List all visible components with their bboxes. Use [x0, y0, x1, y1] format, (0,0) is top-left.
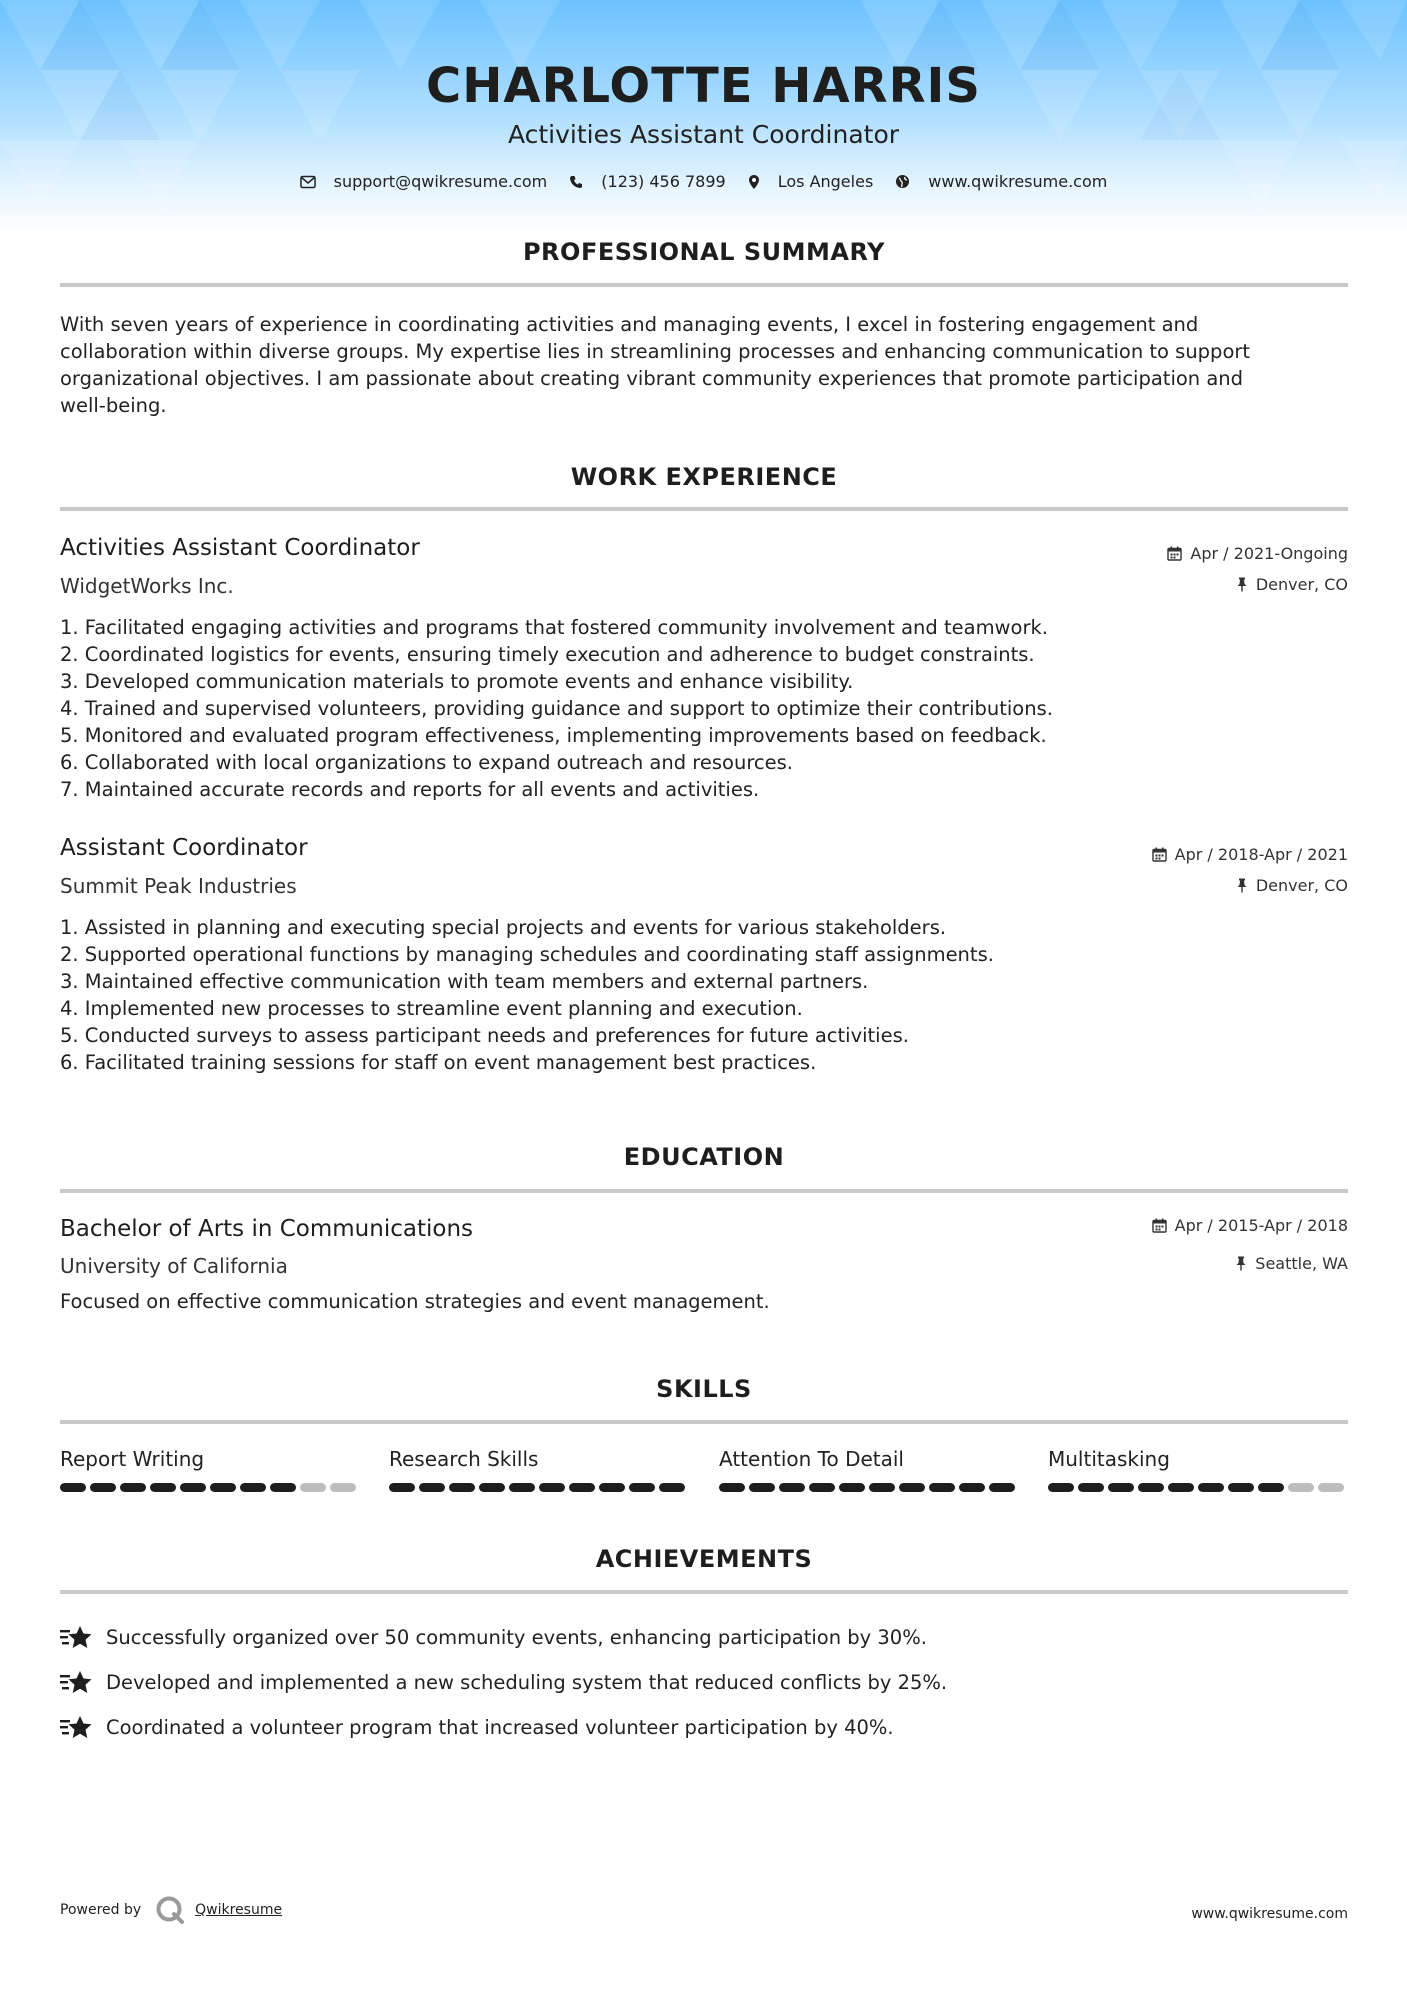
qwikresume-logo-icon [155, 1895, 185, 1925]
skill-segment-filled [599, 1483, 625, 1492]
skill-segment-empty [1288, 1483, 1314, 1492]
pushpin-icon [1236, 577, 1248, 592]
skill-segment-filled [1168, 1483, 1194, 1492]
skill-segment-filled [1048, 1483, 1074, 1492]
achievement-item [60, 1615, 1340, 1660]
list-item: 3. Developed communication materials to promote events and enhance visibility. [60, 670, 854, 693]
brand-link[interactable]: Qwikresume [195, 1902, 283, 1918]
skill-segment-filled [779, 1483, 805, 1492]
job-company: WidgetWorks Inc. [60, 574, 234, 598]
section-title-summary: PROFESSIONAL SUMMARY [522, 238, 886, 266]
skill-item [1048, 1447, 1348, 1492]
header-background [0, 0, 1407, 235]
skill-segment-filled [240, 1483, 266, 1492]
star-icon [60, 1715, 94, 1741]
summary-line: collaboration within diverse groups. My expertise lies in streamlining processes and enhancing communication to support [60, 340, 1251, 363]
job-title: Assistant Coordinator [60, 835, 308, 861]
summary-text [60, 311, 1348, 419]
list-item: 4. Implemented new processes to streamline event planning and execution. [60, 997, 803, 1020]
skill-segment-filled [180, 1483, 206, 1492]
list-item: 1. Facilitated engaging activities and programs that fostered community involvement and teamwork. [60, 616, 1048, 639]
achievement-item [60, 1705, 1340, 1750]
star-icon [60, 1670, 94, 1696]
section-divider [60, 507, 1348, 511]
skill-segment-filled [539, 1483, 565, 1492]
contact-bar [0, 172, 1407, 191]
job-location-text: Denver, CO [1255, 575, 1348, 594]
skill-segment-filled [449, 1483, 475, 1492]
list-item: 3. Maintained effective communication with team members and external partners. [60, 970, 869, 993]
summary-line: well-being. [60, 394, 167, 417]
pushpin-icon [1235, 1256, 1247, 1271]
contact-phone[interactable] [569, 172, 725, 191]
skill-segment-empty [330, 1483, 356, 1492]
section-title-education: EDUCATION [623, 1143, 785, 1171]
skill-segment-filled [629, 1483, 655, 1492]
skill-segment-filled [809, 1483, 835, 1492]
skill-segment-filled [839, 1483, 865, 1492]
skill-segment-filled [479, 1483, 505, 1492]
skill-level-bar [719, 1483, 1019, 1492]
skill-segment-filled [150, 1483, 176, 1492]
skill-segment-filled [899, 1483, 925, 1492]
education-location-text: Seattle, WA [1255, 1254, 1348, 1273]
phone-text: (123) 456 7899 [601, 172, 726, 191]
list-item: 2. Supported operational functions by managing schedules and coordinating staff assignments. [60, 943, 994, 966]
candidate-name: CHARLOTTE HARRIS [426, 58, 981, 114]
list-item: 6. Facilitated training sessions for staff on event management best practices. [60, 1051, 817, 1074]
job-dates-text: Apr / 2018-Apr / 2021 [1174, 845, 1348, 864]
skill-segment-filled [419, 1483, 445, 1492]
list-item: 1. Assisted in planning and executing special projects and events for various stakeholders. [60, 916, 947, 939]
skill-segment-filled [120, 1483, 146, 1492]
list-item: 7. Maintained accurate records and reports for all events and activities. [60, 778, 760, 801]
calendar-icon [1152, 1218, 1167, 1233]
section-divider [60, 1420, 1348, 1424]
skill-segment-filled [569, 1483, 595, 1492]
job-duties [60, 914, 1320, 1076]
skill-item [389, 1447, 689, 1492]
skill-segment-filled [90, 1483, 116, 1492]
section-divider [60, 283, 1348, 287]
section-divider [60, 1590, 1348, 1594]
globe-icon [895, 174, 910, 189]
triangle-pattern [0, 0, 1407, 235]
skill-segment-filled [959, 1483, 985, 1492]
website-text: www.qwikresume.com [928, 172, 1108, 191]
skill-segment-filled [1228, 1483, 1254, 1492]
footer-website[interactable]: www.qwikresume.com [1191, 1906, 1348, 1922]
list-item: 5. Conducted surveys to assess participant needs and preferences for future activities. [60, 1024, 909, 1047]
degree-title: Bachelor of Arts in Communications [60, 1216, 474, 1242]
location-text: Los Angeles [777, 172, 874, 191]
footer-powered-by [60, 1895, 282, 1925]
education-location [1235, 1254, 1348, 1273]
skill-segment-filled [869, 1483, 895, 1492]
skill-item [719, 1447, 1019, 1492]
section-title-experience: WORK EXPERIENCE [570, 463, 838, 491]
skill-level-bar [60, 1483, 360, 1492]
contact-email[interactable] [300, 172, 548, 191]
job-duties [60, 614, 1320, 803]
map-pin-icon [748, 174, 760, 190]
job-dates [1167, 544, 1348, 563]
job-location [1236, 575, 1348, 594]
summary-line: organizational objectives. I am passionate about creating vibrant community experiences that promote participation and [60, 367, 1244, 390]
powered-by-label: Powered by [60, 1902, 142, 1918]
list-item: 5. Monitored and evaluated program effectiveness, implementing improvements based on feedback. [60, 724, 1047, 747]
job-dates [1152, 845, 1348, 864]
skill-segment-filled [210, 1483, 236, 1492]
skill-level-bar [389, 1483, 689, 1492]
phone-icon [569, 175, 583, 189]
skill-segment-filled [60, 1483, 86, 1492]
skill-item [60, 1447, 360, 1492]
contact-location [748, 172, 874, 191]
skill-segment-filled [989, 1483, 1015, 1492]
education-dates [1152, 1216, 1348, 1235]
candidate-title: Activities Assistant Coordinator [507, 120, 900, 149]
skill-name: Multitasking [1048, 1447, 1170, 1471]
list-item: 2. Coordinated logistics for events, ensuring timely execution and adherence to budget constraints. [60, 643, 1035, 666]
education-description: Focused on effective communication strategies and event management. [60, 1290, 770, 1313]
section-divider [60, 1189, 1348, 1193]
skill-segment-filled [929, 1483, 955, 1492]
skill-segment-filled [1198, 1483, 1224, 1492]
achievements-list [60, 1615, 1340, 1750]
achievement-text: Successfully organized over 50 community events, enhancing participation by 30%. [106, 1626, 927, 1649]
skill-segment-filled [719, 1483, 745, 1492]
calendar-icon [1152, 847, 1167, 862]
job-company: Summit Peak Industries [60, 874, 297, 898]
skill-segment-filled [509, 1483, 535, 1492]
achievement-text: Developed and implemented a new scheduling system that reduced conflicts by 25%. [106, 1671, 948, 1694]
skill-name: Attention To Detail [719, 1447, 904, 1471]
skill-segment-empty [300, 1483, 326, 1492]
job-location-text: Denver, CO [1255, 876, 1348, 895]
skill-segment-filled [1108, 1483, 1134, 1492]
job-dates-text: Apr / 2021-Ongoing [1190, 544, 1348, 563]
section-title-skills: SKILLS [656, 1375, 752, 1403]
skill-segment-filled [1138, 1483, 1164, 1492]
list-item: 4. Trained and supervised volunteers, providing guidance and support to optimize their contributions. [60, 697, 1053, 720]
skill-segment-filled [659, 1483, 685, 1492]
skill-segment-filled [1078, 1483, 1104, 1492]
section-title-achievements: ACHIEVEMENTS [595, 1545, 813, 1573]
job-title: Activities Assistant Coordinator [60, 535, 420, 561]
list-item: 6. Collaborated with local organizations to expand outreach and resources. [60, 751, 794, 774]
email-text: support@qwikresume.com [333, 172, 548, 191]
star-icon [60, 1625, 94, 1651]
skill-segment-empty [1318, 1483, 1344, 1492]
skill-segment-filled [270, 1483, 296, 1492]
achievement-text: Coordinated a volunteer program that increased volunteer participation by 40%. [106, 1716, 894, 1739]
skill-segment-filled [1258, 1483, 1284, 1492]
summary-line: With seven years of experience in coordinating activities and managing events, I excel in fostering engagement and [60, 313, 1199, 336]
envelope-icon [300, 175, 316, 189]
achievement-item [60, 1660, 1340, 1705]
contact-website[interactable] [895, 172, 1107, 191]
skill-name: Research Skills [389, 1447, 539, 1471]
skill-level-bar [1048, 1483, 1348, 1492]
skill-segment-filled [389, 1483, 415, 1492]
skill-name: Report Writing [60, 1447, 205, 1471]
job-location [1236, 876, 1348, 895]
education-dates-text: Apr / 2015-Apr / 2018 [1174, 1216, 1348, 1235]
calendar-icon [1167, 546, 1182, 561]
school-name: University of California [60, 1254, 288, 1278]
pushpin-icon [1236, 878, 1248, 893]
skill-segment-filled [749, 1483, 775, 1492]
